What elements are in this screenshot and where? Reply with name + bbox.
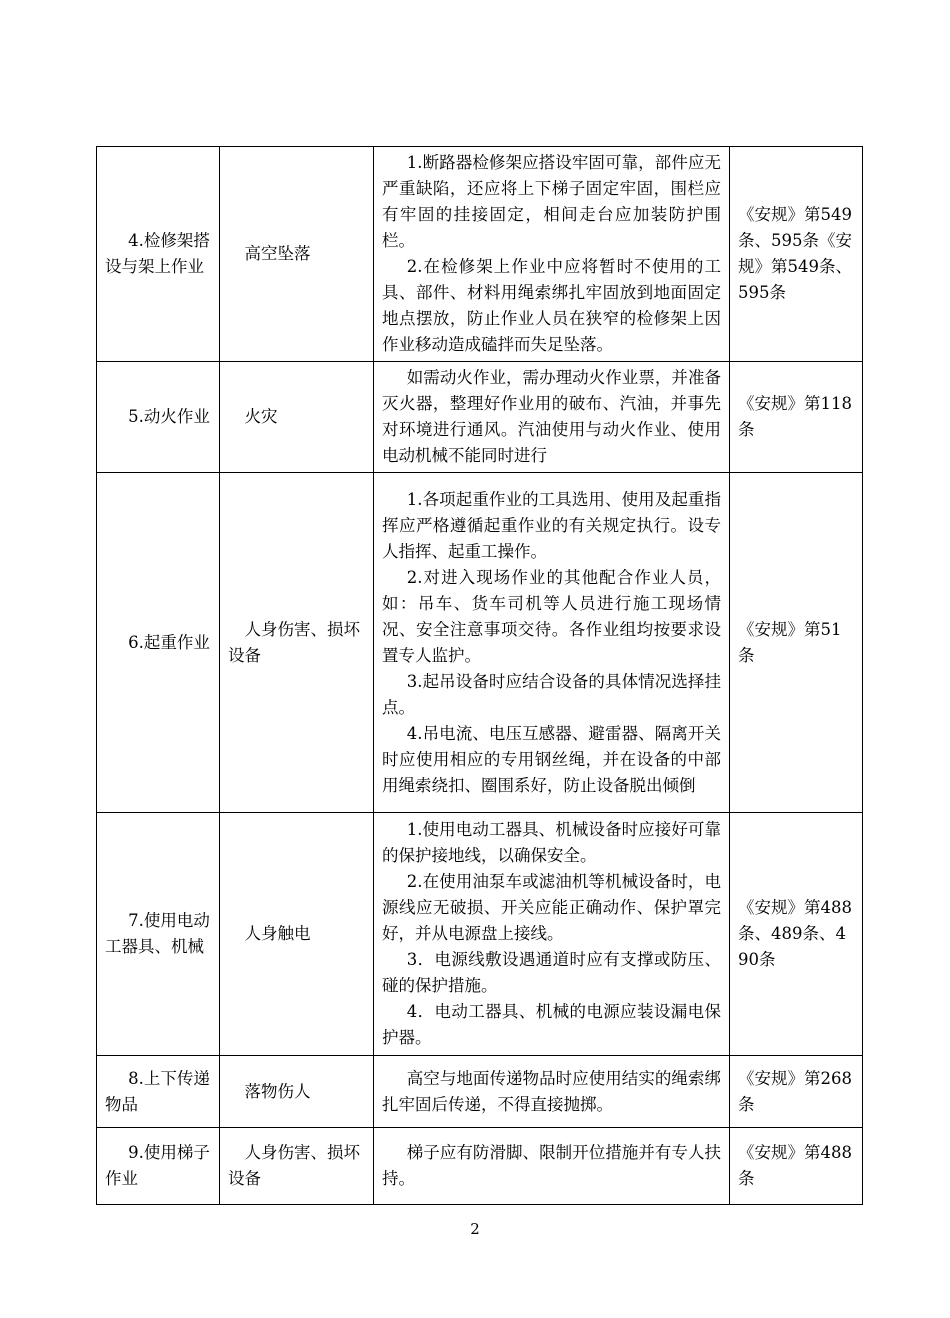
measures-cell: [374, 147, 730, 362]
table-row: [97, 473, 863, 813]
table-row: [97, 147, 863, 362]
measure-item: 3.起吊设备时应结合设备的具体情况选择挂点。: [382, 671, 721, 717]
hazard-cell: 人身触电: [220, 813, 374, 1056]
task-cell: 7.使用电动工器具、机械: [97, 813, 220, 1056]
hazard-cell: 人身伤害、损坏设备: [220, 473, 374, 813]
measure-item: 2.在检修架上作业中应将暂时不使用的工具、部件、材料用绳索绑扎牢固放到地面固定地点摆放，防止作业人员在狭窄的检修架上因作业移动造成磕拌而失足坠落。: [382, 257, 721, 354]
task-cell: 4.检修架搭设与架上作业: [97, 147, 220, 362]
measure-item: 1.断路器检修架应搭设牢固可靠，部件应无严重缺陷，还应将上下梯子固定牢固，围栏应有牢固的挂接固定，相间走台应加装防护围栏。: [382, 153, 721, 250]
task-cell: 8.上下传递物品: [97, 1056, 220, 1128]
reference-cell: 《安规》第488条: [730, 1128, 863, 1205]
safety-measures-table: [96, 146, 863, 1205]
table-row: [97, 813, 863, 1056]
measure-item: 梯子应有防滑脚、限制开位措施并有专人扶持。: [382, 1143, 721, 1188]
reference-cell: 《安规》第549条、595条《安规》第549条、595条: [730, 147, 863, 362]
measures-cell: [374, 1128, 730, 1205]
table-row: [97, 1056, 863, 1128]
table-row: [97, 362, 863, 473]
measure-item: 高空与地面传递物品时应使用结实的绳索绑扎牢固后传递，不得直接抛掷。: [382, 1068, 721, 1114]
task-cell: 9.使用梯子作业: [97, 1128, 220, 1205]
measure-item: 4.吊电流、电压互感器、避雷器、隔离开关时应使用相应的专用钢丝绳，并在设备的中部用绳索绕扣、圈围系好，防止设备脱出倾倒: [382, 723, 721, 795]
reference-cell: 《安规》第118条: [730, 362, 863, 473]
measure-item: 4．电动工器具、机械的电源应装设漏电保护器。: [382, 1002, 721, 1047]
hazard-cell: 人身伤害、损坏设备: [220, 1128, 374, 1205]
page-number: 2: [470, 1220, 480, 1238]
measures-cell: [374, 813, 730, 1056]
measure-item: 2.在使用油泵车或滤油机等机械设备时，电源线应无破损、开关应能正确动作、保护罩完好，并从电源盘上接线。: [382, 872, 721, 943]
hazard-cell: 火灾: [220, 362, 374, 473]
measures-cell: [374, 473, 730, 813]
measure-item: 如需动火作业，需办理动火作业票，并准备灭火器，整理好作业用的破布、汽油，并事先对环境进行通风。汽油使用与动火作业、使用电动机械不能同时进行: [382, 368, 721, 465]
task-cell: 5.动火作业: [97, 362, 220, 473]
reference-cell: 《安规》第268条: [730, 1056, 863, 1128]
measure-item: 1.使用电动工器具、机械设备时应接好可靠的保护接地线，以确保安全。: [382, 820, 721, 865]
measures-cell: [374, 362, 730, 473]
hazard-cell: 高空坠落: [220, 147, 374, 362]
measures-cell: [374, 1056, 730, 1128]
reference-cell: 《安规》第488条、489条、490条: [730, 813, 863, 1056]
hazard-cell: 落物伤人: [220, 1056, 374, 1128]
measure-item: 1.各项起重作业的工具选用、使用及起重指挥应严格遵循起重作业的有关规定执行。设专人指挥、起重工操作。: [382, 489, 721, 561]
task-cell: 6.起重作业: [97, 473, 220, 813]
measure-item: 2.对进入现场作业的其他配合作业人员，如：吊车、货车司机等人员进行施工现场情况、安全注意事项交待。各作业组均按要求设置专人监护。: [382, 567, 721, 665]
reference-cell: 《安规》第51条: [730, 473, 863, 813]
measure-item: 3．电源线敷设遇通道时应有支撑或防压、碰的保护措施。: [382, 950, 721, 995]
table-row: [97, 1128, 863, 1205]
